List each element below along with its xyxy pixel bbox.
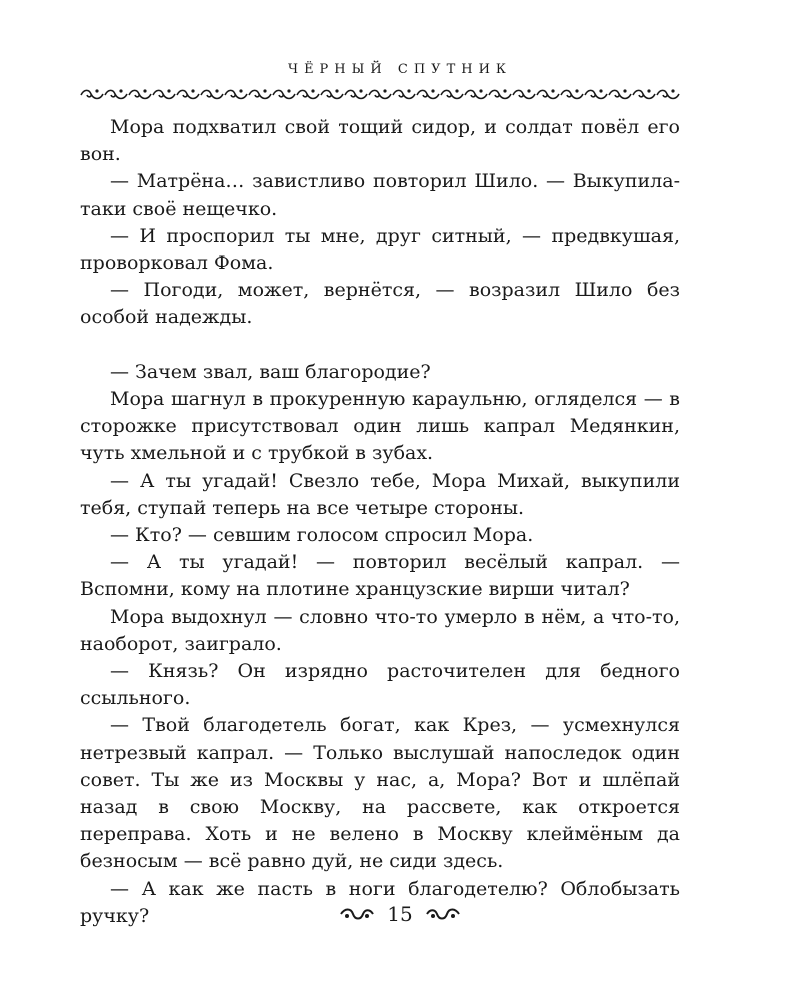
paragraph: — Князь? Он изрядно расточителен для бедного ссыльного.	[80, 660, 680, 710]
paragraph: — А как же пасть в ноги благодетелю? Облобызать ручку?	[80, 877, 680, 927]
page-number: 15	[387, 902, 413, 926]
body-text	[80, 114, 680, 930]
paragraph: — Погоди, может, вернётся, — возразил Шило без особой надежды.	[80, 279, 680, 329]
paragraph: Мора подхватил свой тощий сидор, и солдат повёл его вон.	[80, 116, 680, 166]
paragraph: — И проспорил ты мне, друг ситный, — предвкушая, проворковал Фома.	[80, 224, 680, 275]
paragraph: — Зачем звал, ваш благородие?	[110, 360, 431, 383]
running-head: ЧЁРНЫЙ СПУТНИК	[288, 62, 512, 77]
paragraph: Мора шагнул в прокуренную караульню, огляделся — в сторожке присутствовал один лишь капрал Медянкин, чуть хмельной и с трубкой в зубах.	[80, 388, 680, 465]
folio-ornament-right-icon	[425, 907, 461, 921]
paragraph: — А ты угадай! — повторил весёлый капрал. — Вспомни, кому на плотине хранцузские вирши читал?	[80, 551, 680, 601]
ornament-rule-icon	[80, 86, 680, 102]
paragraph: — Кто? — севшим голосом спросил Мора.	[110, 524, 534, 547]
paragraph: — Матрёна… завистливо повторил Шило. — Выкупила-таки своё нещечко.	[80, 170, 680, 220]
page-footer	[0, 902, 800, 926]
folio-ornament-left-icon	[339, 907, 375, 921]
paragraph: Мора выдохнул — словно что-то умерло в нём, а что-то, наоборот, заиграло.	[80, 605, 680, 655]
paragraph: — А ты угадай! Свезло тебе, Мора Михай, выкупили тебя, ступай теперь на все четыре стороны.	[80, 469, 680, 519]
paragraph: — Твой благодетель богат, как Крез, — усмехнулся нетрезвый капрал. — Только выслушай напоследок один совет. Ты же из Москвы у нас, а, Мора? Вот и шлёпай назад в свою Москву, на рассвете, как откроется переправа. Хоть и не велено в Москву клеймёным да безносым — всё равно дуй, не сиди здесь.	[80, 714, 680, 873]
